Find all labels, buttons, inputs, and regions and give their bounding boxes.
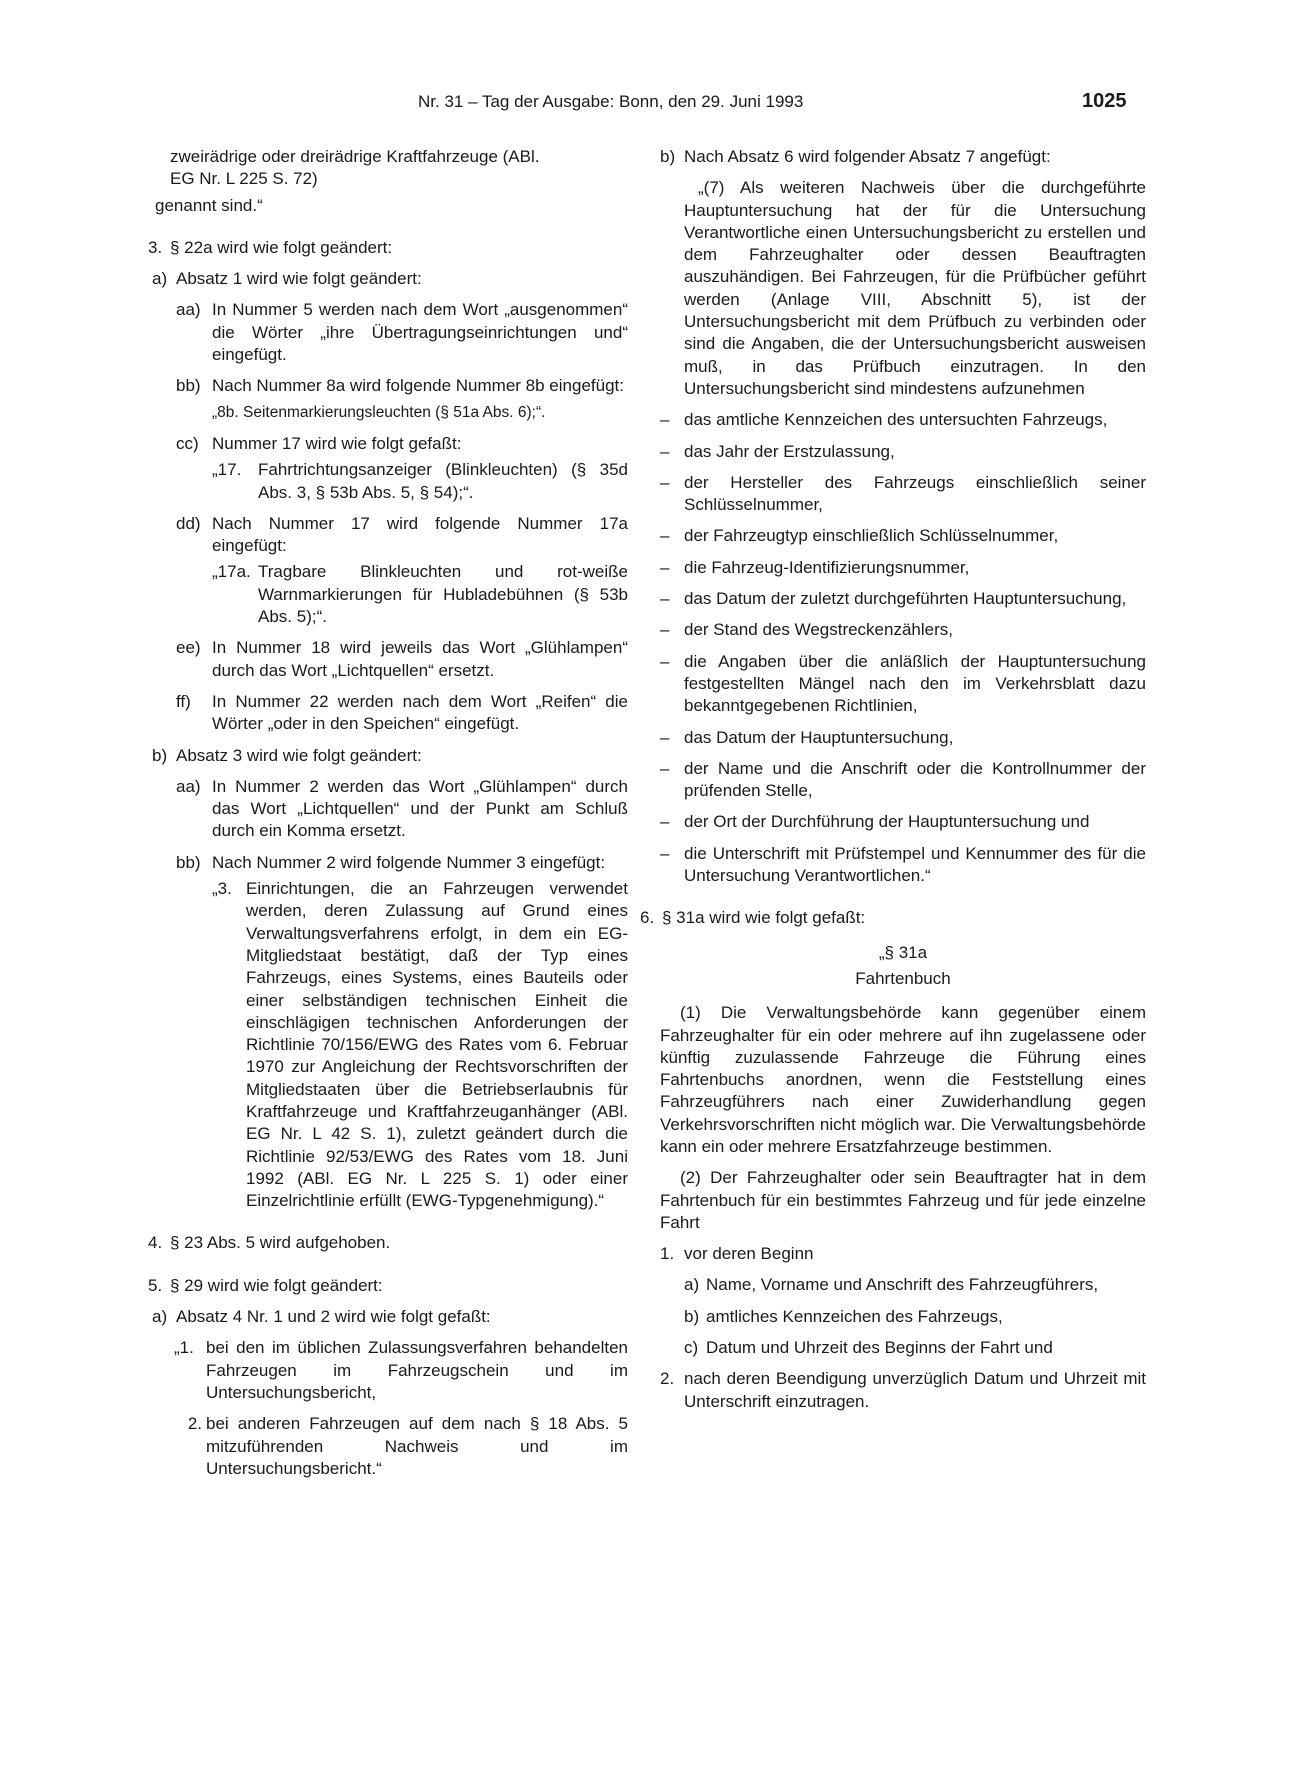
section-title: „§ 31a bbox=[878, 942, 928, 962]
item-3-b: b) Absatz 3 wird wie folgt geändert: bbox=[152, 745, 422, 765]
item-3: 3. § 22a wird wie folgt geändert: bbox=[148, 237, 393, 257]
fb-item-1b: b) amtliches Kennzeichen des Fahrzeugs, bbox=[684, 1306, 1003, 1326]
dash-marker: – bbox=[660, 526, 670, 546]
quote-3: „3. Einrichtungen, die an Fahrzeugen verwendet werden, deren Zulassung auf Grund eines Verwaltungsverfahrens erfolgt, in dem ein EG-Mitgliedstaat bestätigt, daß der Typ eines Fahrzeugs, eines Systems, eines Bauteils oder einer selbständigen technischen Einheit die einschlägigen technischen Anforderungen der Richtlinie 70/156/EWG des Rates vom 6. Februar 1970 zur Angleichung der Rechtsvorschriften der Mitgliedstaaten über die Betriebserlaubnis für Kraftfahrzeuge und Kraftfahrzeuganhänger (ABl. EG Nr. L 42 S. 1), zuletzt geändert durch die Richtlinie 92/53/EWG des Rates vom 18. Juni 1992 (ABl. EG Nr. L 225 S. 1) oder einer Einzelrichtlinie erfüllt (EWG-Typgenehmigung).“ bbox=[212, 879, 628, 1211]
item-5-a-2: 2. bei anderen Fahrzeugen auf dem nach § 18 Abs. 5 mitzuführenden Nachweis und im Untersuchungsbericht.“ bbox=[187, 1414, 628, 1478]
item-3-a-ff: ff) In Nummer 22 werden nach dem Wort „Reifen“ die Wörter „oder in den Speichen“ eingefügt. bbox=[176, 691, 628, 734]
fb-item-2: 2. nach deren Beendigung unverzüglich Datum und Uhrzeit mit Unterschrift einzutragen. bbox=[660, 1369, 1146, 1411]
dash-marker: – bbox=[660, 589, 670, 609]
quote-17: „17. Fahrtrichtungsanzeiger (Blinkleuchten) (§ 35d Abs. 3, § 53b Abs. 5, § 54);“. bbox=[212, 460, 628, 502]
page-header bbox=[0, 92, 1313, 122]
item-3-b-aa: aa) In Nummer 2 werden das Wort „Glühlampen“ durch das Wort „Lichtquellen“ und der Punkt am Schluß durch ein Komma ersetzt. bbox=[176, 776, 628, 841]
dash-item: – der Hersteller des Fahrzeugs einschließlich seiner Schlüsselnummer, bbox=[660, 472, 1146, 517]
dash-marker: – bbox=[660, 410, 670, 430]
dash-item: – der Fahrzeugtyp einschließlich Schlüsselnummer, bbox=[660, 525, 1146, 547]
item-3-a-cc: cc) Nummer 17 wird wie folgt gefaßt: bbox=[176, 433, 462, 453]
continuation-end: genannt sind.“ bbox=[155, 195, 263, 215]
item-3-a-dd: dd) Nach Nummer 17 wird folgende Nummer 17a eingefügt: bbox=[176, 513, 628, 556]
item-5-a-1: „1. bei den im üblichen Zulassungsverfahren behandelten Fahrzeugen im Fahrzeugschein und im Untersuchungsbericht, bbox=[174, 1338, 628, 1402]
item-6: 6. § 31a wird wie folgt gefaßt: bbox=[640, 908, 866, 928]
dash-marker: – bbox=[660, 651, 670, 671]
section-heading: Fahrtenbuch bbox=[855, 968, 951, 988]
dash-item: – die Angaben über die anläßlich der Hauptuntersuchung festgestellten Mängel nach den im Verkehrsblatt dazu bekanntgegebenen Richtlinien, bbox=[660, 651, 1146, 718]
dash-marker: – bbox=[660, 727, 670, 747]
item-5-b: b) Nach Absatz 6 wird folgender Absatz 7 angefügt: bbox=[660, 147, 1051, 166]
dash-marker: – bbox=[660, 557, 670, 577]
dash-item: – das Datum der Hauptuntersuchung, bbox=[660, 727, 1146, 749]
continuation-text: zweirädrige oder dreirädrige Kraftfahrzeuge (ABl. EG Nr. L 225 S. 72) bbox=[170, 147, 540, 189]
dash-item: – der Stand des Wegstreckenzählers, bbox=[660, 619, 1146, 641]
dash-marker: – bbox=[660, 758, 670, 778]
quote-17a: „17a. Tragbare Blinkleuchten und rot-weiße Warnmarkierungen für Hubladebühnen (§ 53b Abs. 5);“. bbox=[212, 562, 628, 627]
dash-marker: – bbox=[660, 472, 670, 492]
item-3-a-bb: bb) Nach Nummer 8a wird folgende Nummer 8b eingefügt: bbox=[176, 376, 624, 396]
paragraph-2: (2) Der Fahrzeughalter oder sein Beauftragter hat in dem Fahrtenbuch für ein bestimmtes Fahrzeug und für jede einzelne Fahrt bbox=[660, 1168, 1146, 1232]
item-3-b-bb: bb) Nach Nummer 2 wird folgende Nummer 3 eingefügt: bbox=[176, 852, 606, 872]
dash-item: – die Unterschrift mit Prüfstempel und Kennummer des für die Untersuchung Verantwortlichen.“ bbox=[660, 843, 1146, 888]
item-5: 5. § 29 wird wie folgt geändert: bbox=[148, 1275, 383, 1295]
item-4: 4. § 23 Abs. 5 wird aufgehoben. bbox=[148, 1233, 391, 1253]
issue-line: Nr. 31 – Tag der Ausgabe: Bonn, den 29. Juni 1993 bbox=[418, 92, 804, 111]
fb-item-1c: c) Datum und Uhrzeit des Beginns der Fahrt und bbox=[684, 1338, 1053, 1358]
item-3-a-aa: aa) In Nummer 5 werden nach dem Wort „ausgenommen“ die Wörter „ihre Übertragungseinrichtungen und“ eingefügt. bbox=[176, 300, 628, 365]
fb-item-1a: a) Name, Vorname und Anschrift des Fahrzeugführers, bbox=[684, 1275, 1099, 1295]
item-3-a-ee: ee) In Nummer 18 wird jeweils das Wort „Glühlampen“ durch das Wort „Lichtquellen“ ersetzt. bbox=[176, 638, 628, 680]
item-5-a: a) Absatz 4 Nr. 1 und 2 wird wie folgt gefaßt: bbox=[152, 1307, 491, 1327]
left-column bbox=[148, 146, 628, 1489]
dash-list bbox=[660, 409, 1146, 887]
absatz-7: „(7) Als weiteren Nachweis über die durchgeführte Hauptuntersuchung hat der für die Untersuchung Verantwortliche einen Untersuchungsbericht zu erstellen und dem Fahrzeughalter oder dessen Beauftragten auszuhändigen. Bei Fahrzeugen, für die Prüfbücher geführt werden (Anlage VIII, Abschnitt 5), ist der Untersuchungsbericht mit dem Prüfbuch zu verbinden oder sind die Angaben, die der Untersuchungsbericht ausweisen muß, in das Prüfbuch einzutragen. In den Untersuchungsbericht sind mindestens aufzunehmen bbox=[684, 178, 1146, 398]
dash-item: – das Jahr der Erstzulassung, bbox=[660, 441, 1146, 463]
right-column bbox=[640, 146, 1146, 1422]
dash-item: – der Ort der Durchführung der Hauptuntersuchung und bbox=[660, 811, 1146, 833]
quote-8b: „8b. Seitenmarkierungsleuchten (§ 51a Abs. 6);“. bbox=[212, 403, 546, 421]
fb-item-1: 1. vor deren Beginn bbox=[660, 1244, 814, 1264]
dash-item: – das amtliche Kennzeichen des untersuchten Fahrzeugs, bbox=[660, 409, 1146, 431]
item-3-a: a) Absatz 1 wird wie folgt geändert: bbox=[152, 269, 422, 289]
dash-item: – die Fahrzeug-Identifizierungsnummer, bbox=[660, 557, 1146, 579]
dash-marker: – bbox=[660, 441, 670, 461]
dash-item: – das Datum der zuletzt durchgeführten Hauptuntersuchung, bbox=[660, 588, 1146, 610]
dash-marker: – bbox=[660, 812, 670, 832]
page-number: 1025 bbox=[1082, 90, 1127, 112]
paragraph-1: (1) Die Verwaltungsbehörde kann gegenüber einem Fahrzeughalter für ein oder mehrere auf ihn zugelassene oder künftig zuzulassende Fahrzeuge die Führung eines Fahrtenbuchs anordnen, wenn die Feststellung eines Fahrzeugführers nach einer Zuwiderhandlung gegen Verkehrsvorschriften nicht möglich war. Die Verwaltungsbehörde kann ein oder mehrere Ersatzfahrzeuge bestimmen. bbox=[660, 1003, 1146, 1156]
dash-item: – der Name und die Anschrift oder die Kontrollnummer der prüfenden Stelle, bbox=[660, 758, 1146, 803]
dash-marker: – bbox=[660, 620, 670, 640]
dash-marker: – bbox=[660, 843, 670, 863]
